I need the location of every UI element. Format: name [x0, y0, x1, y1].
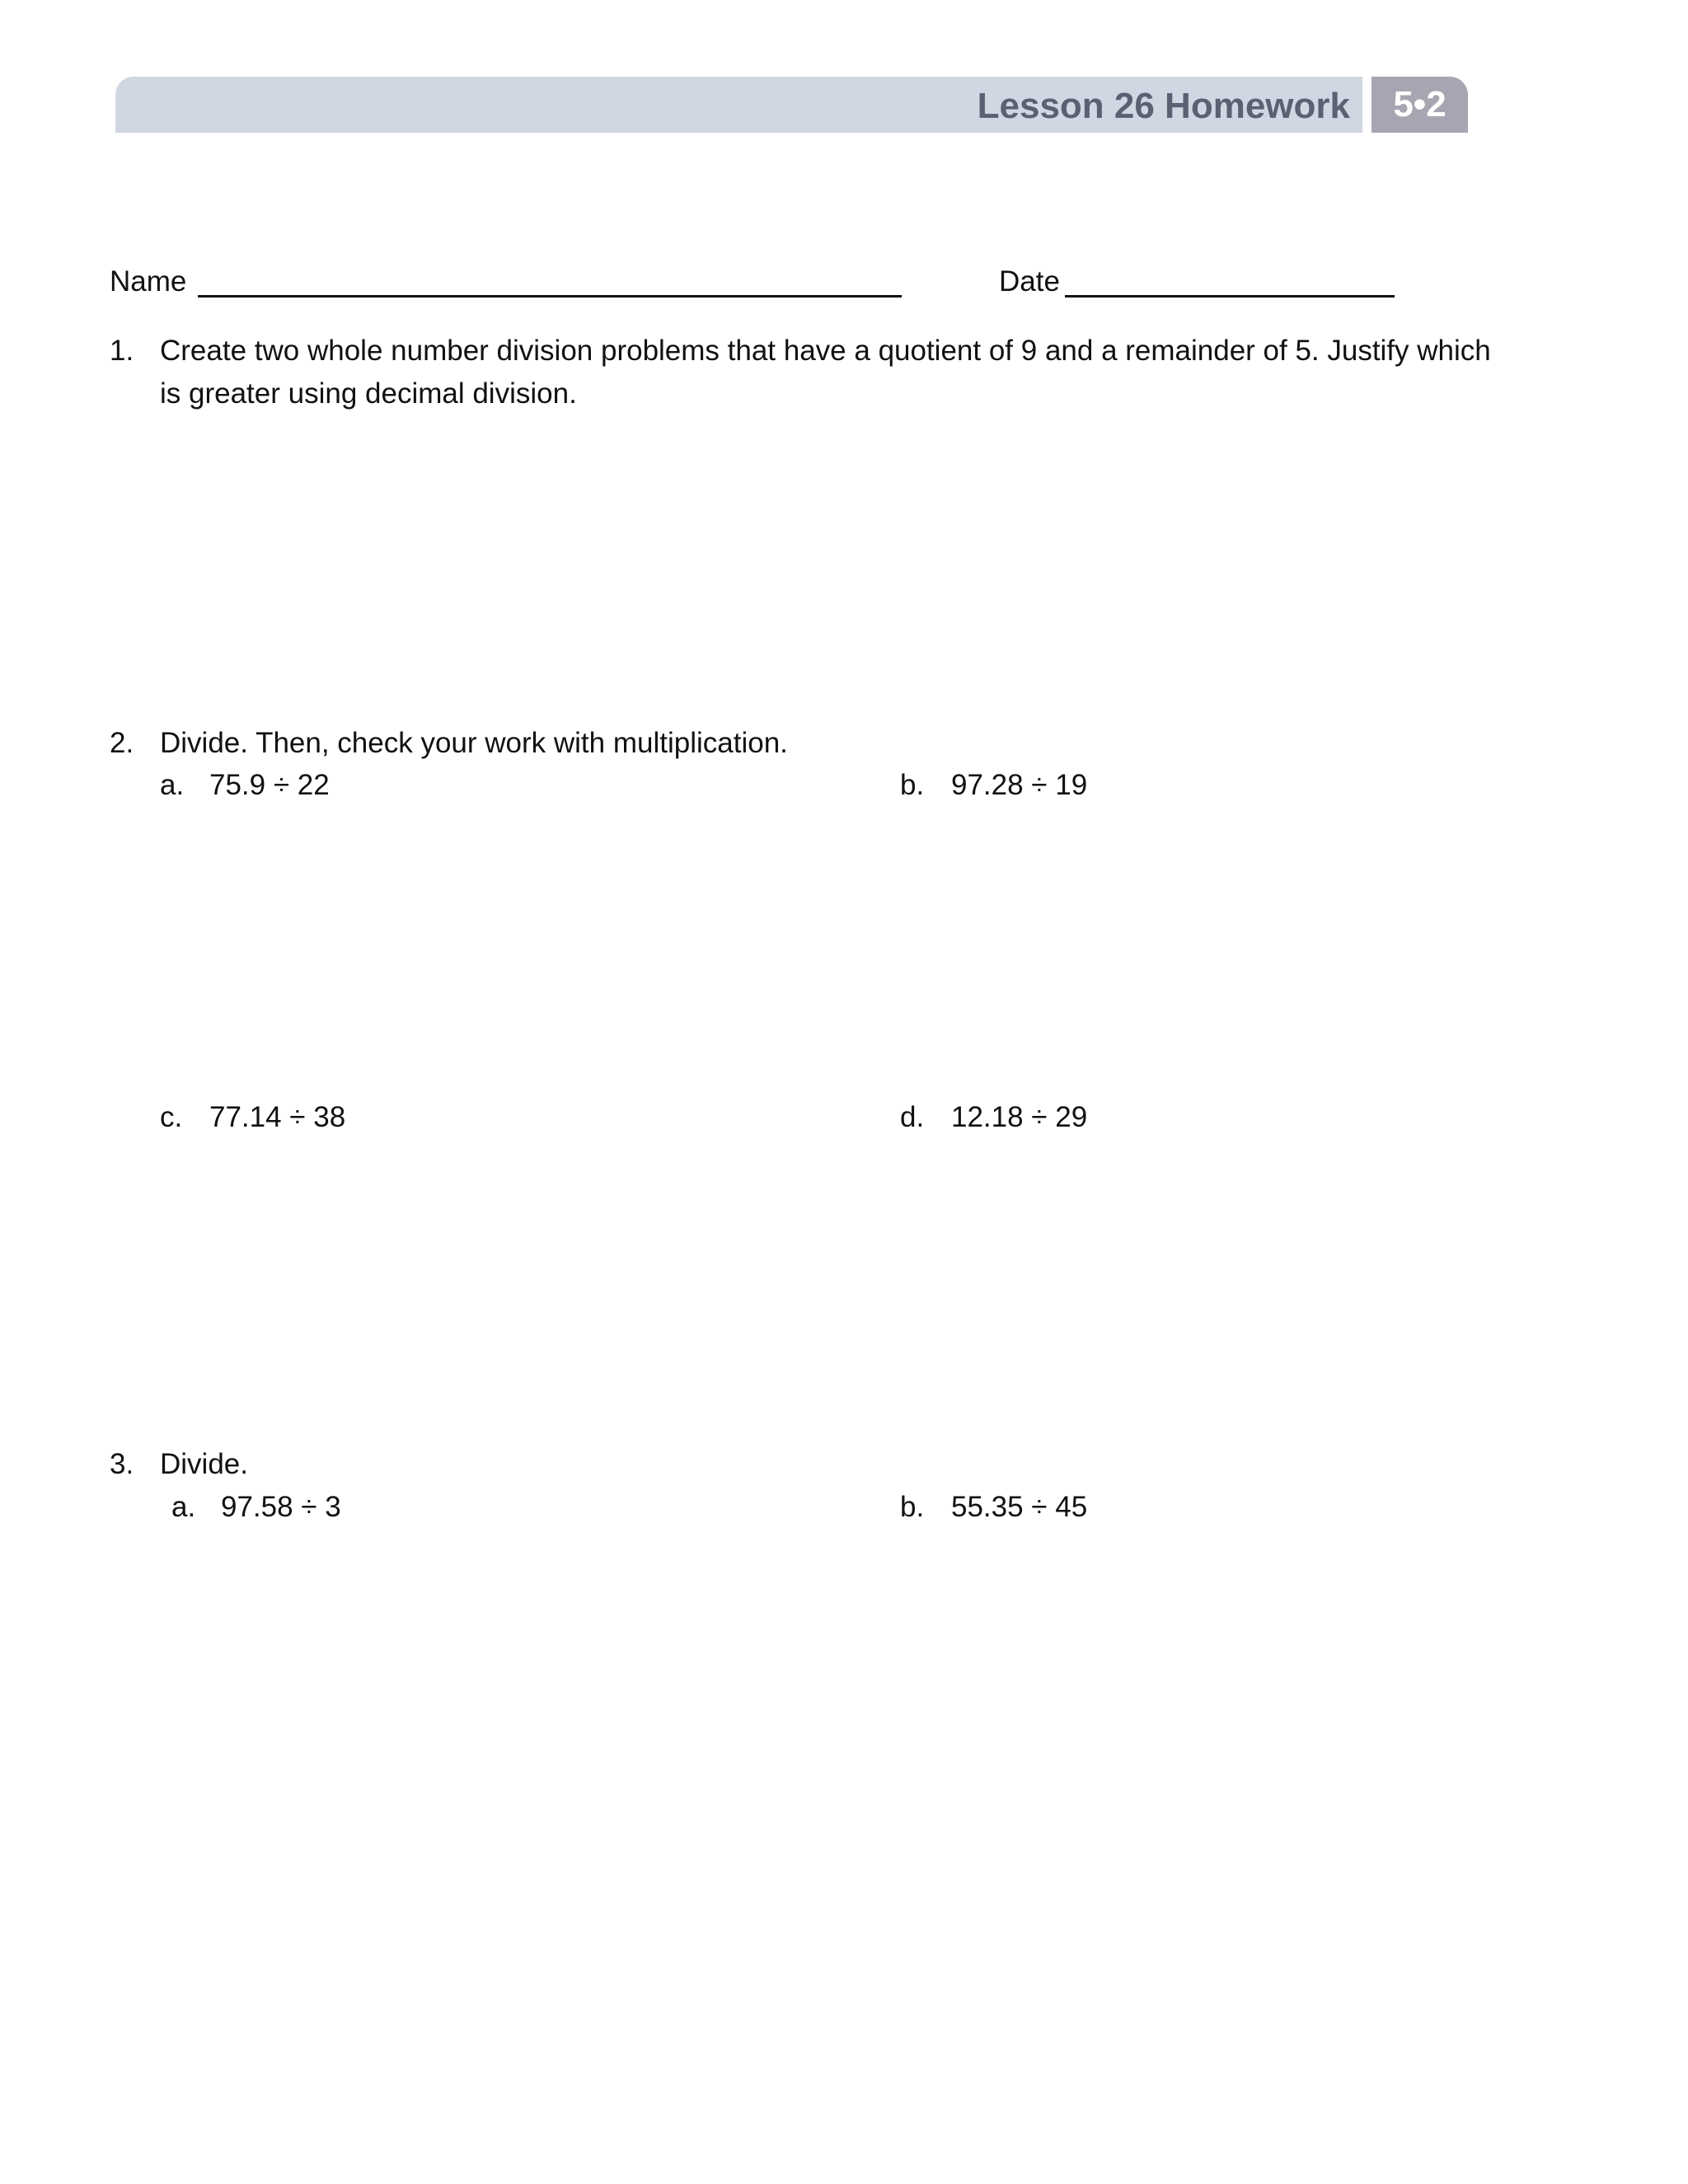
problem-2-text: Divide. Then, check your work with multiplication.: [160, 727, 788, 759]
problem-3a-expression: 97.58 ÷ 3: [221, 1491, 341, 1523]
lesson-title: Lesson 26 Homework: [977, 86, 1350, 126]
problem-2b-letter: b.: [900, 769, 925, 801]
name-field[interactable]: [198, 295, 902, 298]
problem-2a-letter: a.: [160, 769, 185, 801]
problem-1-number: 1.: [110, 335, 134, 367]
name-label: Name: [110, 265, 187, 298]
problem-1-text-line-1: Create two whole number division problems that have a quotient of 9 and a remainder of 5. Justify which: [160, 335, 1491, 367]
problem-3-text: Divide.: [160, 1448, 248, 1480]
problem-2c-letter: c.: [160, 1101, 183, 1133]
problem-3b-letter: b.: [900, 1491, 925, 1523]
problem-2a-expression: 75.9 ÷ 22: [209, 769, 330, 801]
problem-2d-letter: d.: [900, 1101, 925, 1133]
problem-2d-expression: 12.18 ÷ 29: [951, 1101, 1088, 1133]
problem-1-text-line-2: is greater using decimal division.: [160, 377, 577, 410]
problem-3a-letter: a.: [171, 1491, 196, 1523]
problem-3-number: 3.: [110, 1448, 134, 1480]
problem-2c-expression: 77.14 ÷ 38: [209, 1101, 346, 1133]
problem-3b-expression: 55.35 ÷ 45: [951, 1491, 1088, 1523]
problem-2b-expression: 97.28 ÷ 19: [951, 769, 1088, 801]
date-field[interactable]: [1065, 295, 1395, 298]
date-label: Date: [999, 265, 1060, 298]
module-badge: 5•2: [1372, 77, 1468, 133]
problem-2-number: 2.: [110, 727, 134, 759]
